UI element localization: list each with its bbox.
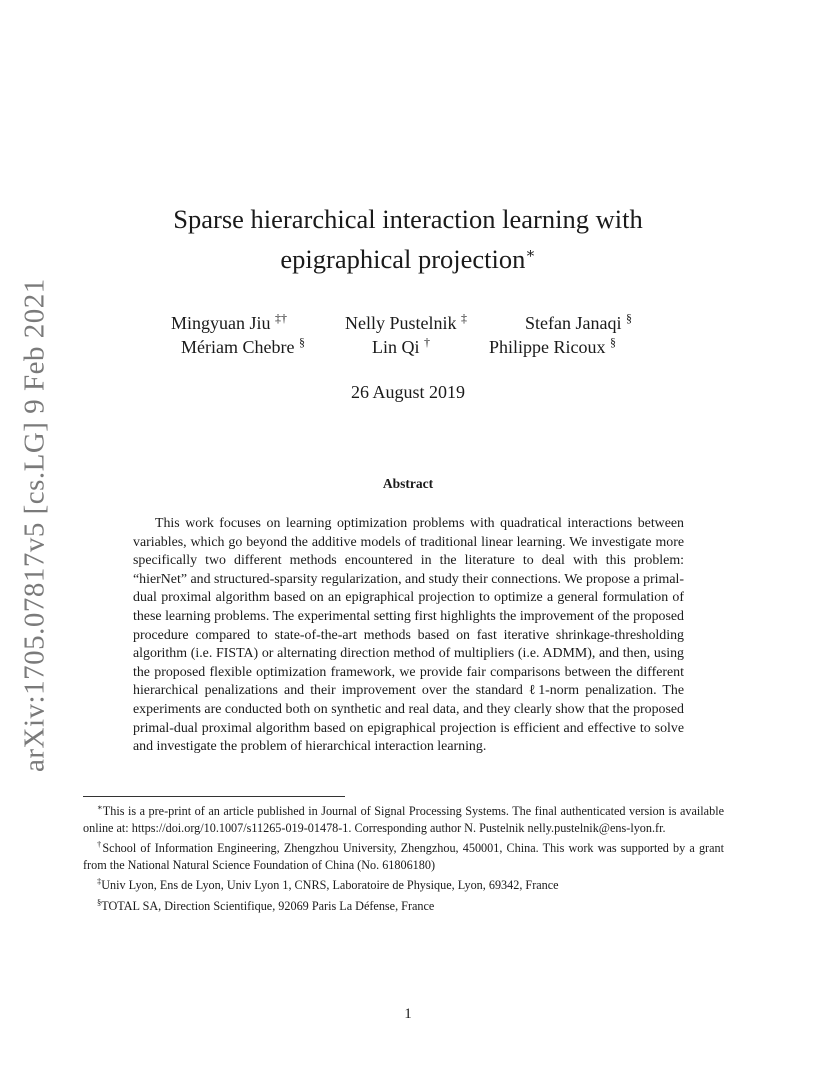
abstract-heading: Abstract (382, 476, 434, 491)
author-affiliation-marks: ‡ (461, 311, 467, 325)
title-line-1: Sparse hierarchical interaction learning with (173, 204, 643, 234)
abstract-body: This work focuses on learning optimization problems with quadratical interactions between variables, which go beyond the additive models of traditional linear learning. We investigate more specifically two different methods encountered in the literature to deal with this problem: “hierNet” and structured-sparsity regularization, and study their connections. We propose a primal-dual proximal algorithm based on an epigraphical projection to optimize a general formulation of these learning problems. The experimental setting first highlights the improvement of the proposed procedure compared to state-of-the-art methods based on fast iterative shrinkage-thresholding algorithm (i.e. FISTA) or alternating direction method of multipliers (i.e. ADMM), and then, using the proposed flexible optimization framework, we provide fair comparisons between the different hierarchical penalizations and their improvement over the standard ℓ1-norm penalization. The experiments are conducted both on synthetic and real data, and they clearly show that the proposed primal-dual proximal algorithm based on epigraphical projection is efficient and effective to solve and investigate the problem of hierarchical interaction learning. (133, 516, 684, 755)
author-name: Mingyuan Jiu (171, 313, 271, 333)
footnote-text: Univ Lyon, Ens de Lyon, Univ Lyon 1, CNRS, Laboratoire de Physique, Lyon, 69342, France (101, 878, 559, 892)
footnote-mark: ∗ (97, 802, 103, 812)
footnote-divider (83, 796, 345, 797)
author-5 (372, 331, 430, 358)
footnote (83, 836, 724, 873)
title-footnote-mark: ∗ (525, 246, 536, 262)
author-affiliation-marks: ‡† (275, 311, 288, 325)
footnote (83, 894, 724, 915)
author-2 (345, 307, 467, 334)
footnote (83, 873, 724, 894)
author-name: Philippe Ricoux (489, 337, 606, 357)
footnote-text: This is a pre-print of an article published in Journal of Signal Processing Systems. The final authenticated version is available online at: https://doi.org/10.1007/s11265-019-01478-1. Corresponding author N. Pustelnik nelly.pustelnik@ens-lyon.fr. (83, 804, 724, 835)
author-4 (181, 331, 305, 358)
footnote-mark: § (97, 896, 102, 907)
footnote-text: School of Information Engineering, Zhengzhou University, Zhengzhou, 450001, China. This work was supported by a grant from the National Natural Science Foundation of China (No. 61806180) (83, 841, 725, 872)
author-name: Nelly Pustelnik (345, 313, 457, 333)
author-affiliation-marks: § (298, 335, 305, 349)
footnote-text: TOTAL SA, Direction Scientifique, 92069 Paris La Défense, France (101, 898, 435, 913)
arxiv-identifier-stamp: arXiv:1705.07817v5 [cs.LG] 9 Feb 2021 (18, 278, 51, 772)
footnotes (83, 799, 724, 914)
author-1 (171, 307, 287, 334)
footnote-mark: ‡ (97, 876, 102, 886)
title-line-2-text: epigraphical projection (280, 244, 526, 274)
title-line-2 (100, 237, 716, 277)
author-name: Stefan Janaqi (525, 313, 622, 333)
author-3 (525, 307, 632, 334)
page-number: 1 (404, 1006, 412, 1022)
footnote-mark: † (97, 839, 103, 849)
paper-date: 26 August 2019 (350, 382, 465, 402)
footnote (83, 799, 724, 836)
author-affiliation-marks: § (625, 311, 632, 325)
author-name: Mériam Chebre (181, 337, 295, 357)
paper-title (100, 202, 716, 277)
author-affiliation-marks: § (610, 335, 616, 349)
author-name: Lin Qi (372, 337, 420, 357)
author-affiliation-marks: † (424, 335, 430, 349)
author-6 (489, 331, 616, 358)
